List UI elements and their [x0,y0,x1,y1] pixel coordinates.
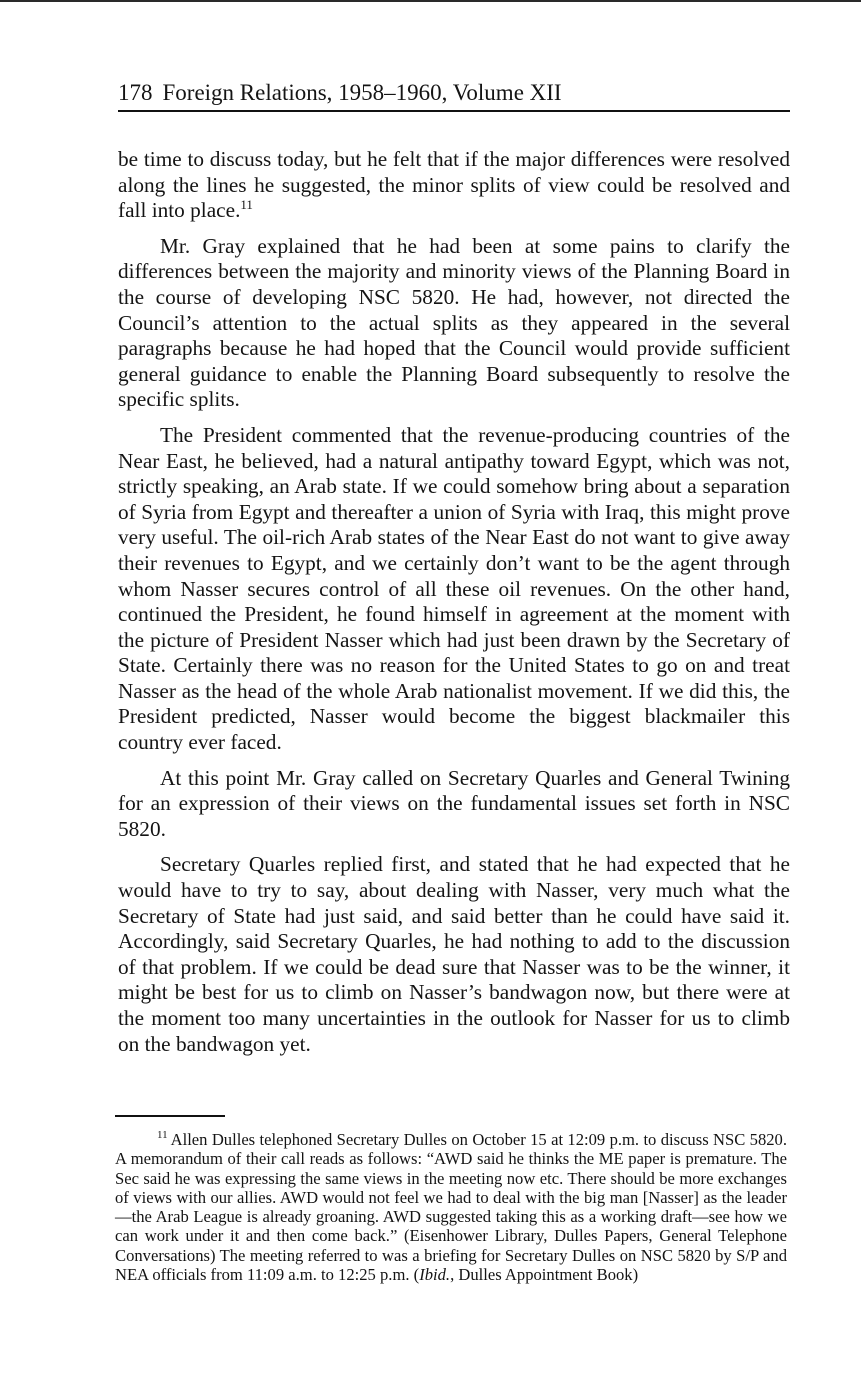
paragraph: Mr. Gray explained that he had been at some pains to clarify the differences between the majority and minority views of the Planning Board in the course of developing NSC 5820. He had, however, not directed the Council’s attention to the actual splits as they appeared in the several paragraphs because he had hoped that the Council would provide sufficient general guidance to enable the Planning Board subsequently to resolve the specific splits. [118,233,790,412]
footnote-ibid: Ibid. [419,1265,451,1285]
main-text [118,147,790,1067]
footnote-text-end: , Dulles Appointment Book) [450,1265,639,1285]
top-border-rule [0,0,861,2]
paragraph: The President commented that the revenue-producing countries of the Near East, he believed, had a natural antipathy toward Egypt, which was not, strictly speaking, an Arab state. If we could somehow bring about a separation of Syria from Egypt and thereafter a union of Syria with Iraq, this might prove very useful. The oil-rich Arab states of the Near East do not want to give away their revenues to Egypt, and we certainly don’t want to be the agent through whom Nasser secures control of all these oil revenues. On the other hand, continued the President, he found himself in agreement at the moment with the picture of President Nasser which had just been drawn by the Secretary of State. Certainly there was no reason for the United States to go on and treat Nasser as the head of the whole Arab nationalist movement. If we did this, the President predicted, Nasser would become the biggest blackmailer this country ever faced. [118,422,790,755]
footnote-text: Allen Dulles telephoned Secretary Dulles on October 15 at 12:09 p.m. to discuss NSC 5820. A memorandum of their call reads as follows: “AWD said he thinks the ME paper is premature. The Sec said he was expressing the same views in the meeting now etc. There should be more exchanges of views with our allies. AWD would not feel we had to deal with the big man [Nasser] as the leader—the Arab League is already groaning. AWD suggested taking this as a working draft—see how we can work under it and then come back.” (Eisenhower Library, Dulles Papers, General Telephone Conversations) The meeting referred to was a briefing for Secretary Dulles on NSC 5820 by S/P and NEA officials from 11:09 a.m. to 12:25 p.m. ( [115,1130,787,1285]
footnote [115,1130,787,1284]
footnote-number: 11 [157,1129,168,1142]
footnote-separator [115,1115,225,1117]
page-number: 178 [118,80,153,105]
paragraph: Secretary Quarles replied first, and stated that he had expected that he would have to try to say, about dealing with Nasser, very much what the Secretary of State had just said, and said better than he could have said it. Accordingly, said Secretary Quarles, he had nothing to add to the discussion of that problem. If we could be dead sure that Nasser was to be the winner, it might be best for us to climb on Nasser’s bandwagon now, but there were at the moment too many uncertainties in the outlook for Nasser for us to climb on the bandwagon yet. [118,852,790,1056]
paragraph [118,147,790,224]
paragraph: At this point Mr. Gray called on Secretary Quarles and General Twining for an expression of their views on the fundamental issues set forth in NSC 5820. [118,765,790,841]
footnote-reference: 11 [240,197,253,213]
paragraph-text: be time to discuss today, but he felt that if the major differences were resolved along the lines he suggested, the minor splits of view could be resolved and fall into place. [118,147,790,223]
running-header [118,78,790,112]
volume-title: Foreign Relations, 1958–1960, Volume XII [162,80,562,105]
